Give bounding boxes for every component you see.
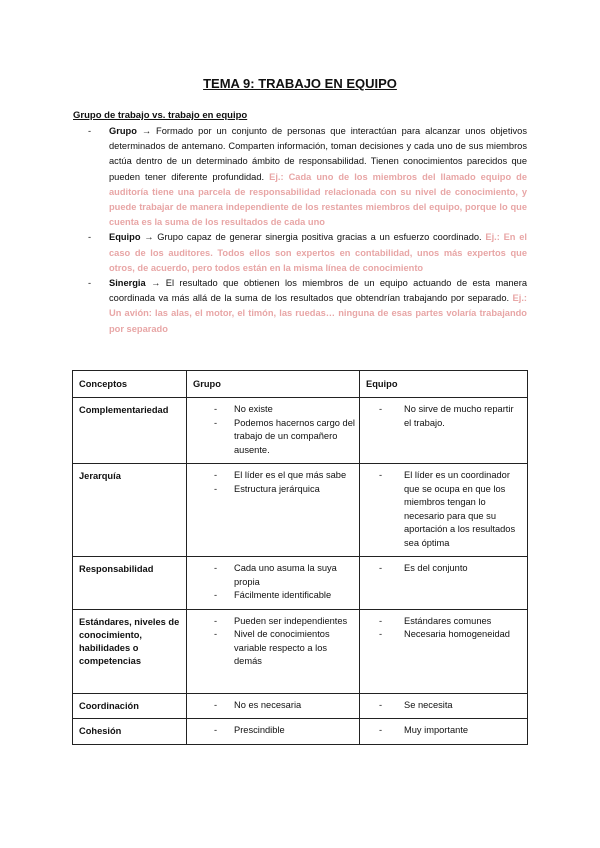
- grupo-cell: [187, 557, 360, 610]
- bullet-dash: -: [214, 563, 218, 573]
- bullet-dash: -: [214, 699, 218, 710]
- concept-cell: Complementariedad: [73, 398, 187, 464]
- section-heading: Grupo de trabajo vs. trabajo en equipo: [73, 110, 248, 121]
- concept-cell: Cohesión: [73, 719, 187, 745]
- bullet-dash: -: [214, 590, 218, 600]
- definition-equipo: [73, 230, 527, 276]
- bullet-dash: -: [379, 699, 383, 710]
- grupo-list: [187, 699, 355, 713]
- list-item: [187, 589, 355, 603]
- list-item: [187, 628, 355, 669]
- grupo-list: [187, 469, 355, 496]
- header-conceptos: Conceptos: [73, 371, 187, 398]
- table-header-row: [73, 371, 528, 398]
- bullet-dash: -: [379, 404, 383, 414]
- definitions-list: [73, 124, 527, 337]
- list-item: [187, 562, 355, 589]
- grupo-list: [187, 615, 355, 669]
- bullet-dash: -: [379, 725, 383, 735]
- bullet-dash: -: [379, 629, 383, 639]
- equipo-list: [360, 615, 523, 642]
- example-text: Ej.: Un avión: las alas, el motor, el timón, las ruedas… ninguna de esas partes volaría trabajando por separado: [109, 293, 527, 334]
- equipo-cell: [360, 609, 528, 693]
- list-item: [360, 403, 523, 430]
- equipo-cell: [360, 464, 528, 557]
- item-text: Fácilmente identificable: [234, 590, 332, 600]
- grupo-cell: [187, 398, 360, 464]
- term: Grupo: [109, 126, 137, 136]
- equipo-cell: [360, 693, 528, 719]
- item-text: Podemos hacernos cargo del trabajo de un compañero ausente.: [234, 417, 355, 455]
- grupo-list: [187, 403, 355, 457]
- header-equipo: Equipo: [360, 371, 528, 398]
- list-item: [187, 724, 355, 738]
- item-text: Se necesita: [404, 699, 453, 710]
- list-item: [187, 469, 355, 483]
- concept-cell: Responsabilidad: [73, 557, 187, 610]
- grupo-cell: [187, 609, 360, 693]
- concept-cell: Coordinación: [73, 693, 187, 719]
- equipo-list: [360, 469, 523, 550]
- item-text: Necesaria homogeneidad: [404, 629, 510, 639]
- item-text: Muy importante: [404, 725, 469, 735]
- item-text: No existe: [234, 404, 273, 414]
- table-row: [73, 464, 528, 557]
- bullet-dash: -: [214, 470, 218, 480]
- term: Sinergia: [109, 278, 146, 289]
- item-text: Nivel de conocimientos variable respecto a los demás: [234, 629, 330, 666]
- item-text: Cada uno asuma la suya propia: [234, 563, 337, 587]
- comparison-table: [72, 370, 528, 745]
- item-text: El líder es un coordinador que se ocupa en que los miembros tengan lo necesario para que su aportación a los resultados sea óptima: [404, 470, 516, 548]
- list-item: [187, 615, 355, 629]
- equipo-list: [360, 724, 523, 738]
- equipo-cell: [360, 719, 528, 745]
- bullet-dash: -: [214, 417, 218, 428]
- list-item: [360, 724, 523, 738]
- bullet-dash: -: [88, 278, 92, 289]
- bullet-dash: -: [88, 126, 92, 136]
- item-text: No es necesaria: [234, 699, 302, 710]
- grupo-cell: [187, 693, 360, 719]
- equipo-list: [360, 699, 523, 713]
- bullet-dash: -: [214, 615, 218, 626]
- arrow: →: [151, 278, 161, 289]
- list-item: [360, 699, 523, 713]
- equipo-cell: [360, 557, 528, 610]
- bullet-dash: -: [214, 483, 218, 494]
- list-item: [187, 483, 355, 497]
- grupo-list: [187, 724, 355, 738]
- bullet-dash: -: [214, 629, 218, 639]
- item-text: Estructura jerárquica: [234, 483, 320, 494]
- list-item: [187, 417, 355, 458]
- item-text: El líder es el que más sabe: [234, 470, 347, 480]
- grupo-cell: [187, 464, 360, 557]
- equipo-cell: [360, 398, 528, 464]
- bullet-dash: -: [379, 615, 383, 626]
- equipo-list: [360, 403, 523, 430]
- arrow: →: [141, 126, 152, 136]
- page-title: TEMA 9: TRABAJO EN EQUIPO: [203, 76, 397, 91]
- equipo-list: [360, 562, 523, 576]
- concept-cell: Jerarquía: [73, 464, 187, 557]
- bullet-dash: -: [379, 470, 383, 480]
- bullet-dash: -: [88, 232, 92, 243]
- definition-grupo: [73, 124, 527, 230]
- list-item: [187, 699, 355, 713]
- bullet-dash: -: [214, 725, 218, 735]
- grupo-list: [187, 562, 355, 603]
- item-text: Pueden ser independientes: [234, 615, 348, 626]
- table-row: [73, 398, 528, 464]
- example-text: Ej.: Cada uno de los miembros del llamado equipo de auditoría tiene una parcela de responsabilidad relacionada con su nivel de conocimiento, y puede trabajar de manera independiente de los restantes miembros del equipo, porque lo que cuenta es la suma de los resultados de cada uno: [109, 171, 527, 228]
- item-text: Prescindible: [234, 725, 285, 735]
- bullet-dash: -: [379, 563, 383, 573]
- arrow: →: [144, 232, 154, 243]
- list-item: [360, 615, 523, 629]
- definition-sinergia: [73, 276, 527, 337]
- term: Equipo: [109, 232, 141, 243]
- example-text: Ej.: En el caso de los auditores. Todos ellos son expertos en contabilidad, unos más expertos que otros, de acuerdo, pero todos están en la misma línea de conocimiento: [109, 232, 527, 273]
- definition-text: El resultado que obtienen los miembros de un equipo actuando de esta manera coordinada va más allá de la suma de los resultados que obtendrían trabajando por separado.: [109, 278, 527, 304]
- list-item: [187, 403, 355, 417]
- definition-text: Grupo capaz de generar sinergia positiva gracias a un esfuerzo coordinado.: [157, 232, 482, 243]
- list-item: [360, 562, 523, 576]
- item-text: No sirve de mucho repartir el trabajo.: [404, 404, 514, 428]
- table-body: [73, 398, 528, 745]
- item-text: Estándares comunes: [404, 615, 492, 626]
- bullet-dash: -: [214, 404, 218, 414]
- item-text: Es del conjunto: [404, 563, 468, 573]
- table-row: [73, 719, 528, 745]
- table-row: [73, 609, 528, 693]
- definition-text: Formado por un conjunto de personas que interactúan para alcanzar unos objetivos determinados de antemano. Comparten información, toman decisiones y cada uno de sus miembros actúa dentro de un determinado ámbito de responsabilidad. Tienen conocimientos parecidos que pueden tener diferente profundidad.: [109, 126, 527, 182]
- grupo-cell: [187, 719, 360, 745]
- table-row: [73, 557, 528, 610]
- table-row: [73, 693, 528, 719]
- concept-cell: Estándares, niveles de conocimiento, habilidades o competencias: [73, 609, 187, 693]
- list-item: [360, 628, 523, 642]
- header-grupo: Grupo: [187, 371, 360, 398]
- list-item: [360, 469, 523, 550]
